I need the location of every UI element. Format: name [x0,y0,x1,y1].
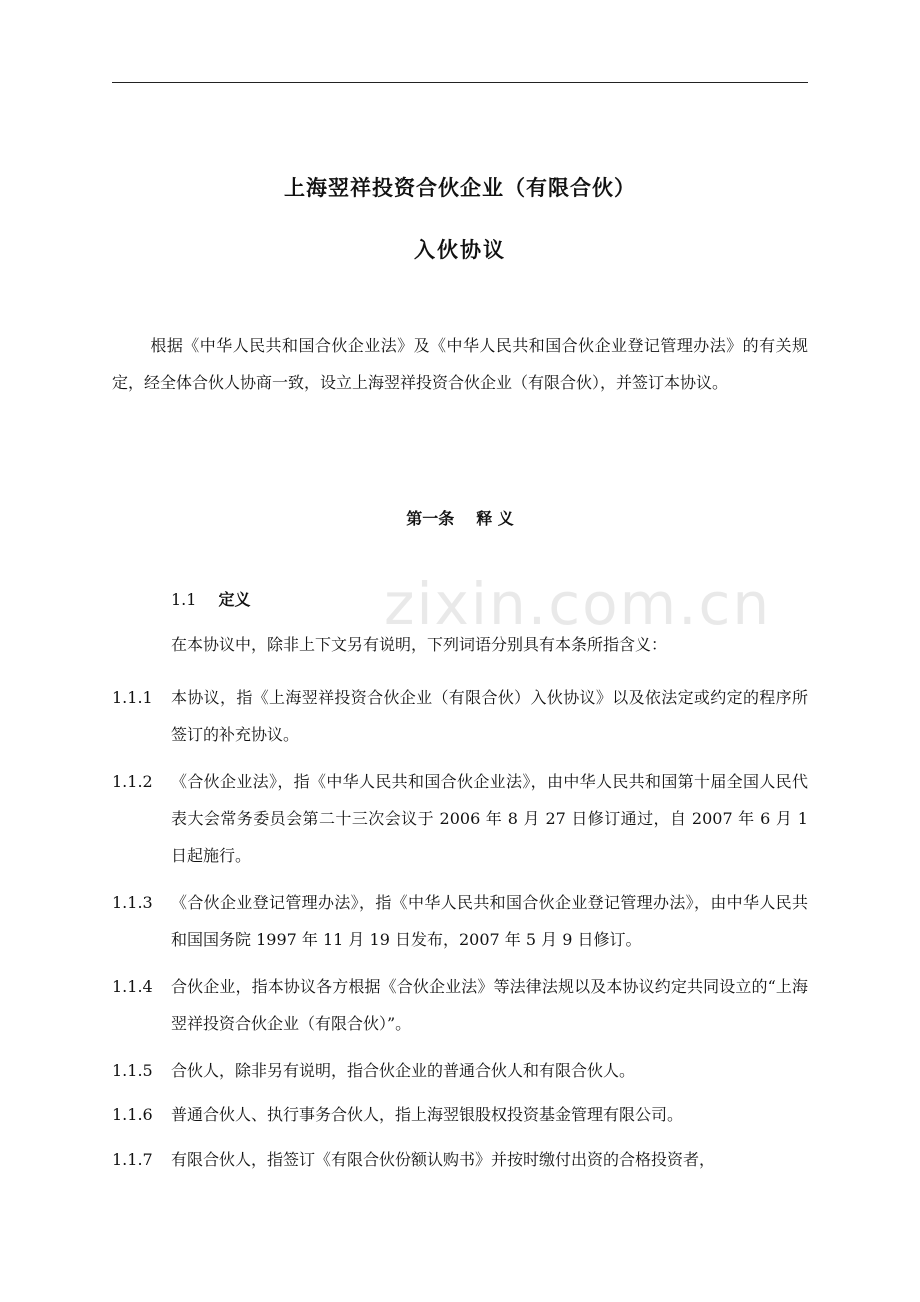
item-text: 有限合伙人，指签订《有限合伙份额认购书》并按时缴付出资的合格投资者， [171,1150,716,1169]
section-number: 1.1 [171,590,197,609]
article-number: 第一条 [406,509,455,528]
header-rule [112,82,808,83]
item-number: 1.1.2 [112,772,153,791]
lead-sentence: 在本协议中，除非上下文另有说明，下列词语分别具有本条所指含义： [171,635,668,654]
article-heading [0,506,920,529]
item-number: 1.1.5 [112,1061,153,1080]
intro-paragraph: 根据《中华人民共和国合伙企业法》及《中华人民共和国合伙企业登记管理办法》的有关规定，经全体合伙人协商一致，设立上海翌祥投资合伙企业（有限合伙），并签订本协议。 [112,336,808,392]
item-number: 1.1.3 [112,893,153,912]
item-text: 合伙人，除非另有说明，指合伙企业的普通合伙人和有限合伙人。 [171,1061,636,1080]
watermark: zixin.com.cn [384,570,772,638]
item-number: 1.1.4 [112,977,153,996]
item-text: 《合伙企业登记管理办法》，指《中华人民共和国合伙企业登记管理办法》，由中华人民共和国国务院 1997 年 11 月 19 日发布，2007 年 5 月 9 日修订。 [171,893,808,949]
document-title-line1: 上海翌祥投资合伙企业（有限合伙） [284,176,636,200]
item-number: 1.1.7 [112,1150,153,1169]
item-text: 《合伙企业法》，指《中华人民共和国合伙企业法》，由中华人民共和国第十届全国人民代表大会常务委员会第二十三次会议于 2006 年 8 月 27 日修订通过，自 2007 年 6 月 1 日起施行。 [171,772,808,865]
item-number: 1.1.6 [112,1105,153,1124]
article-title: 释 义 [476,509,514,528]
item-text: 合伙企业，指本协议各方根据《合伙企业法》等法律法规以及本协议约定共同设立的“上海翌祥投资合伙企业（有限合伙）”。 [171,977,808,1033]
item-text: 普通合伙人、执行事务合伙人，指上海翌银股权投资基金管理有限公司。 [171,1105,684,1124]
section-heading [171,587,250,610]
item-text: 本协议，指《上海翌祥投资合伙企业（有限合伙）入伙协议》以及依法定或约定的程序所签订的补充协议。 [171,688,808,744]
item-number: 1.1.1 [112,688,153,707]
section-title: 定义 [218,590,251,609]
document-title-line2: 入伙协议 [414,238,506,262]
